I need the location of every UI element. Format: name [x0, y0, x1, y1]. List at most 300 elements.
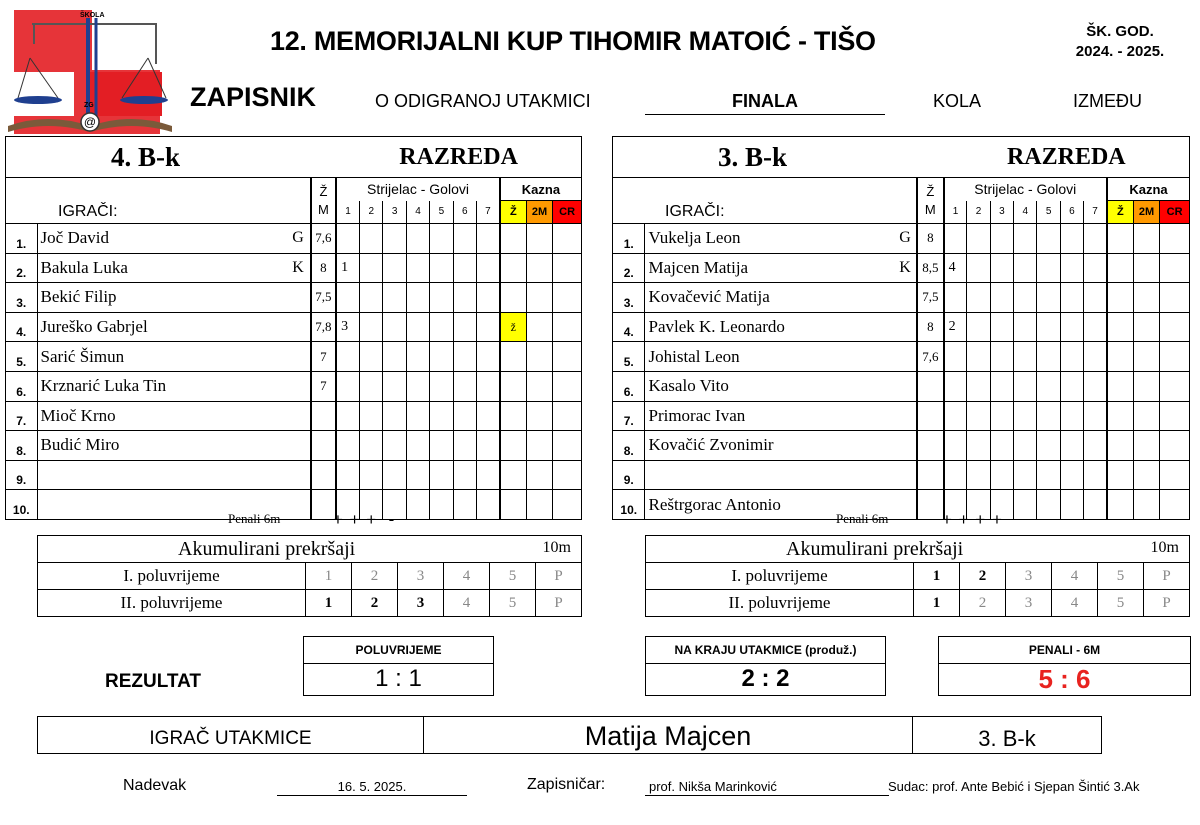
goal-cell — [990, 371, 1013, 401]
player-number: 3. — [613, 283, 645, 313]
player-name: Kovačević Matija — [645, 283, 894, 313]
player-row — [6, 342, 582, 372]
player-row — [613, 490, 1190, 520]
goal-cell — [453, 283, 476, 313]
foul-cell: 5 — [1098, 563, 1144, 590]
red-card-cell — [1160, 401, 1190, 431]
penalties-label-left: Penali 6m — [228, 511, 281, 526]
goal-cell — [430, 342, 453, 372]
goal-cell — [476, 312, 499, 342]
subtitle: O ODIGRANOJ UTAKMICI — [375, 91, 591, 111]
goal-cell — [1084, 490, 1107, 520]
foul-cell: 3 — [1006, 590, 1052, 617]
fouls-half1-row — [38, 563, 582, 590]
logo-text-bottom: ZG — [84, 102, 94, 109]
player-row — [6, 401, 582, 431]
foul-cell: 4 — [1052, 563, 1098, 590]
goal-cell — [990, 312, 1013, 342]
player-role: G — [286, 224, 310, 254]
foul-cell: 4 — [444, 590, 490, 617]
red-card-cell — [1160, 490, 1190, 520]
player-number: 5. — [6, 342, 38, 372]
goal-cell — [1084, 401, 1107, 431]
logo-text-top: ŠKOLA — [80, 12, 105, 19]
player-role — [286, 312, 310, 342]
player-of-match — [37, 716, 1102, 754]
goal-cell — [1037, 283, 1060, 313]
goal-col: 5 — [1037, 201, 1060, 224]
foul-cell: 2 — [352, 590, 398, 617]
goal-cell — [1014, 253, 1037, 283]
fouls-half2-row — [646, 590, 1190, 617]
player-number: 8. — [613, 431, 645, 461]
red-card-cell — [1160, 460, 1190, 490]
red-card-cell — [553, 431, 582, 461]
player-name: Reštrgorac Antonio — [645, 490, 894, 520]
player-row — [613, 224, 1190, 254]
player-name — [645, 460, 894, 490]
goal-cell — [360, 253, 383, 283]
player-role — [286, 371, 310, 401]
goal-cell — [453, 431, 476, 461]
player-role — [894, 431, 917, 461]
penalties-marks-right: + + + + — [942, 510, 1003, 529]
goal-cell — [406, 224, 429, 254]
red-card-cell — [1160, 224, 1190, 254]
player-role — [286, 460, 310, 490]
player-number: 7. — [6, 401, 38, 431]
foul-cell: 2 — [352, 563, 398, 590]
goal-cell — [383, 431, 406, 461]
round-field: FINALA — [645, 91, 885, 115]
player-row — [613, 371, 1190, 401]
goal-cell — [476, 401, 499, 431]
player-zm: 7 — [311, 371, 336, 401]
goal-cell — [990, 224, 1013, 254]
goal-cell — [453, 312, 476, 342]
goal-cell — [453, 490, 476, 520]
player-zm — [917, 431, 943, 461]
goal-cell — [406, 490, 429, 520]
player-row — [613, 253, 1190, 283]
goal-cell — [336, 460, 359, 490]
goal-cell — [406, 460, 429, 490]
zapisnicar-label: Zapisničar: — [527, 776, 606, 793]
player-number: 8. — [6, 431, 38, 461]
two-minute-cell — [1133, 371, 1159, 401]
penalty-header: Kazna — [1107, 178, 1190, 201]
goal-cell — [476, 253, 499, 283]
goal-cell — [1037, 224, 1060, 254]
goal-cell — [990, 460, 1013, 490]
goal-cell — [336, 342, 359, 372]
player-number: 5. — [613, 342, 645, 372]
player-number: 9. — [613, 460, 645, 490]
red-card-cell — [1160, 312, 1190, 342]
yellow-card-cell — [1107, 371, 1133, 401]
goal-cell — [1084, 312, 1107, 342]
goal-cell — [406, 401, 429, 431]
red-card-cell — [1160, 253, 1190, 283]
goal-cell — [990, 342, 1013, 372]
goal-cell — [453, 342, 476, 372]
goal-cell — [990, 253, 1013, 283]
date-field: 16. 5. 2025. — [277, 779, 467, 796]
two-minute-cell — [526, 431, 552, 461]
goal-cell: 4 — [944, 253, 967, 283]
yellow-card-header: Ž — [1107, 201, 1133, 224]
goal-cell — [1037, 460, 1060, 490]
goal-cell — [1060, 371, 1083, 401]
player-zm — [917, 490, 943, 520]
two-minute-cell — [1133, 401, 1159, 431]
foul-cell: P — [536, 563, 582, 590]
red-card-cell — [553, 342, 582, 372]
two-minute-cell — [526, 224, 552, 254]
red-card-cell — [553, 371, 582, 401]
foul-cell: 1 — [306, 590, 352, 617]
fouls-table-right — [645, 535, 1190, 617]
goal-cell — [476, 431, 499, 461]
goal-cell — [1037, 342, 1060, 372]
player-zm: 7,6 — [917, 342, 943, 372]
two-minute-cell — [526, 401, 552, 431]
player-row — [6, 460, 582, 490]
player-of-match-team: 3. B-k — [978, 726, 1036, 751]
players-header: IGRAČI: — [6, 178, 311, 224]
goal-cell — [406, 253, 429, 283]
goal-col: 7 — [476, 201, 499, 224]
player-role — [286, 401, 310, 431]
goal-cell — [383, 371, 406, 401]
goal-cell — [967, 312, 990, 342]
goal-cell — [1060, 431, 1083, 461]
two-minute-cell — [1133, 460, 1159, 490]
fulltime-label: NA KRAJU UTAKMICE (produž.) — [646, 637, 885, 664]
foul-cell: 3 — [1006, 563, 1052, 590]
player-role — [286, 342, 310, 372]
goal-cell — [360, 224, 383, 254]
player-zm: 8 — [917, 224, 943, 254]
red-card-cell — [553, 224, 582, 254]
goal-cell — [476, 371, 499, 401]
goal-cell — [336, 431, 359, 461]
red-card-cell — [1160, 342, 1190, 372]
red-card-cell — [1160, 283, 1190, 313]
player-role — [894, 371, 917, 401]
goal-cell — [383, 460, 406, 490]
fouls-10m: 10m — [1150, 539, 1179, 556]
goal-cell — [967, 283, 990, 313]
goal-cell — [1014, 283, 1037, 313]
team-name: 3. B-k — [613, 137, 944, 178]
half2-label: II. poluvrijeme — [38, 590, 306, 617]
school-year-label: ŠK. GOD. — [1086, 23, 1154, 40]
goal-cell — [1060, 253, 1083, 283]
yellow-card-header: Ž — [500, 201, 526, 224]
yellow-card-cell — [1107, 431, 1133, 461]
penalties-score: 5 : 6 — [1038, 664, 1091, 694]
goal-cell — [1084, 431, 1107, 461]
foul-cell: P — [1144, 563, 1190, 590]
goal-cell — [944, 224, 967, 254]
goal-cell — [430, 371, 453, 401]
yellow-card-cell — [1107, 312, 1133, 342]
goal-cell — [360, 312, 383, 342]
two-minute-cell — [526, 312, 552, 342]
player-zm: 7,5 — [917, 283, 943, 313]
fouls-heading — [646, 536, 1190, 563]
goal-cell — [430, 431, 453, 461]
goal-cell — [453, 401, 476, 431]
player-number: 3. — [6, 283, 38, 313]
penalties-box — [938, 636, 1191, 696]
fouls-heading — [38, 536, 582, 563]
goal-cell — [1060, 312, 1083, 342]
red-card-cell — [1160, 371, 1190, 401]
player-number: 9. — [6, 460, 38, 490]
yellow-card-cell — [1107, 401, 1133, 431]
two-minute-cell — [526, 342, 552, 372]
player-number: 6. — [613, 371, 645, 401]
player-role — [894, 401, 917, 431]
player-number: 1. — [6, 224, 38, 254]
player-name: Joč David — [37, 224, 286, 254]
result-label: REZULTAT — [105, 671, 202, 692]
goal-cell — [383, 283, 406, 313]
team-table-right — [612, 136, 1190, 520]
player-name: Mioč Krno — [37, 401, 286, 431]
goal-cell — [1060, 224, 1083, 254]
player-zm — [917, 460, 943, 490]
fouls-half2-row — [38, 590, 582, 617]
yellow-card-cell — [1107, 283, 1133, 313]
goal-col: 2 — [967, 201, 990, 224]
fulltime-score: 2 : 2 — [741, 665, 790, 692]
player-row — [613, 342, 1190, 372]
goal-cell — [360, 342, 383, 372]
goal-cell: 3 — [336, 312, 359, 342]
goal-cell — [383, 253, 406, 283]
zapisnik-heading: ZAPISNIK — [190, 82, 317, 112]
nadevak-label: Nadevak — [123, 777, 187, 794]
player-role — [286, 431, 310, 461]
yellow-card-cell — [500, 342, 526, 372]
zm-header — [311, 178, 336, 224]
goal-cell — [1014, 224, 1037, 254]
player-name: Vukelja Leon — [645, 224, 894, 254]
yellow-card-cell — [500, 371, 526, 401]
goal-cell — [1037, 431, 1060, 461]
goal-cell — [1037, 253, 1060, 283]
halftime-label: POLUVRIJEME — [304, 637, 493, 664]
yellow-card-cell — [1107, 460, 1133, 490]
player-number: 7. — [613, 401, 645, 431]
player-role — [894, 283, 917, 313]
zm-header-top: Ž — [926, 183, 935, 199]
player-name: Primorac Ivan — [645, 401, 894, 431]
goal-col: 5 — [430, 201, 453, 224]
penalty-header: Kazna — [500, 178, 582, 201]
player-zm — [311, 401, 336, 431]
red-card-cell — [1160, 431, 1190, 461]
goal-cell — [944, 371, 967, 401]
two-minute-cell — [1133, 253, 1159, 283]
team-name: 4. B-k — [6, 137, 337, 178]
player-role — [894, 342, 917, 372]
goal-cell — [944, 283, 967, 313]
player-name: Johistal Leon — [645, 342, 894, 372]
player-number: 10. — [6, 490, 38, 520]
half1-label: I. poluvrijeme — [38, 563, 306, 590]
player-zm: 7 — [311, 342, 336, 372]
foul-cell: 1 — [914, 590, 960, 617]
goal-cell — [383, 224, 406, 254]
penalties-label-right: Penali 6m — [836, 511, 889, 526]
two-minute-cell — [1133, 342, 1159, 372]
goal-cell — [1084, 283, 1107, 313]
player-name: Pavlek K. Leonardo — [645, 312, 894, 342]
foul-cell: P — [536, 590, 582, 617]
two-minute-header: 2M — [526, 201, 552, 224]
goal-cell — [430, 283, 453, 313]
yellow-card-cell — [500, 431, 526, 461]
two-minute-cell — [526, 460, 552, 490]
goal-cell — [967, 342, 990, 372]
fouls-table-left — [37, 535, 582, 617]
player-role: K — [894, 253, 917, 283]
player-row — [6, 490, 582, 520]
goal-cell — [1060, 283, 1083, 313]
goal-cell — [383, 342, 406, 372]
foul-cell: 5 — [1098, 590, 1144, 617]
referee-field: Sudac: prof. Ante Bebić i Sjepan Šintić 3.Ak — [888, 779, 1140, 794]
goal-cell — [453, 460, 476, 490]
player-role: K — [286, 253, 310, 283]
player-zm: 7,6 — [311, 224, 336, 254]
foul-cell: 3 — [398, 563, 444, 590]
player-name: Sarić Šimun — [37, 342, 286, 372]
goal-cell — [1060, 342, 1083, 372]
zapisnicar-field: prof. Nikša Marinković — [645, 779, 889, 796]
goal-col: 2 — [360, 201, 383, 224]
half1-label: I. poluvrijeme — [646, 563, 914, 590]
red-card-cell — [553, 253, 582, 283]
goal-cell — [360, 283, 383, 313]
yellow-card-cell — [500, 283, 526, 313]
player-name: Kasalo Vito — [645, 371, 894, 401]
penalties-marks-left: + + + - — [333, 510, 396, 529]
player-number: 2. — [6, 253, 38, 283]
zm-header-bottom: M — [924, 201, 936, 217]
goal-cell — [967, 460, 990, 490]
goal-col: 1 — [336, 201, 359, 224]
goal-cell — [453, 224, 476, 254]
goal-cell — [1084, 342, 1107, 372]
penalties-result-label: PENALI - 6M — [939, 637, 1190, 664]
two-minute-cell — [1133, 224, 1159, 254]
goal-col: 7 — [1084, 201, 1107, 224]
fulltime-box — [645, 636, 886, 696]
player-row — [613, 460, 1190, 490]
fouls-heading-text: Akumulirani prekršaji — [786, 537, 964, 560]
goal-cell — [944, 460, 967, 490]
goal-cell — [406, 283, 429, 313]
two-minute-cell — [1133, 312, 1159, 342]
goal-cell — [967, 401, 990, 431]
goal-cell — [944, 431, 967, 461]
goal-col: 3 — [990, 201, 1013, 224]
two-minute-cell — [526, 490, 552, 520]
goal-cell — [944, 342, 967, 372]
goal-cell — [476, 342, 499, 372]
scorer-header: Strijelac - Golovi — [336, 178, 500, 201]
player-row — [613, 401, 1190, 431]
goal-cell — [1037, 401, 1060, 431]
goal-cell — [430, 401, 453, 431]
goal-cell — [406, 431, 429, 461]
two-minute-cell — [1133, 490, 1159, 520]
player-number: 4. — [613, 312, 645, 342]
foul-cell: 2 — [960, 563, 1006, 590]
halftime-box — [303, 636, 494, 696]
goal-col: 4 — [1014, 201, 1037, 224]
players-header: IGRAČI: — [613, 178, 918, 224]
goal-cell — [360, 401, 383, 431]
goal-cell — [1084, 371, 1107, 401]
player-zm: 8 — [311, 253, 336, 283]
goal-col: 6 — [1060, 201, 1083, 224]
goal-col: 3 — [383, 201, 406, 224]
player-role — [894, 460, 917, 490]
red-card-cell — [553, 490, 582, 520]
goal-cell — [430, 312, 453, 342]
two-minute-cell — [1133, 283, 1159, 313]
two-minute-cell — [526, 371, 552, 401]
player-role — [286, 283, 310, 313]
goal-cell — [990, 431, 1013, 461]
player-zm — [917, 371, 943, 401]
goal-cell — [360, 431, 383, 461]
goal-cell — [1037, 312, 1060, 342]
goal-cell — [336, 224, 359, 254]
player-name: Majcen Matija — [645, 253, 894, 283]
goal-cell — [1060, 460, 1083, 490]
goal-cell — [476, 224, 499, 254]
player-zm: 7,5 — [311, 283, 336, 313]
player-number: 2. — [613, 253, 645, 283]
player-role — [894, 490, 917, 520]
player-row — [613, 431, 1190, 461]
player-zm — [311, 460, 336, 490]
goal-cell — [1084, 253, 1107, 283]
goal-cell — [476, 460, 499, 490]
player-row — [6, 312, 582, 342]
player-row — [6, 253, 582, 283]
yellow-card-cell — [1107, 224, 1133, 254]
fouls-heading-text: Akumulirani prekršaji — [178, 537, 356, 560]
goal-cell — [430, 253, 453, 283]
player-role — [894, 312, 917, 342]
goal-cell — [430, 460, 453, 490]
red-card-cell — [553, 312, 582, 342]
halftime-score: 1 : 1 — [375, 665, 422, 692]
yellow-card-cell — [500, 224, 526, 254]
two-minute-cell — [526, 253, 552, 283]
goal-cell — [336, 371, 359, 401]
scorer-header: Strijelac - Golovi — [944, 178, 1107, 201]
goal-cell — [1014, 431, 1037, 461]
